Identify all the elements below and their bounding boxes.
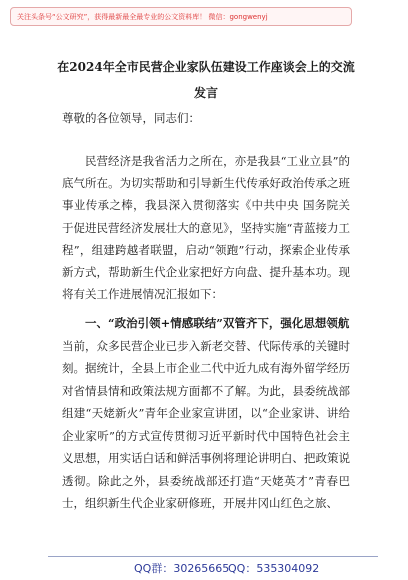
intro-paragraph: 民营经济是我省活力之所在，亦是我县“工业立县”的底气所在。为切实帮助和引导新生代传承好政治传承之班事业传承之棒，我县深入贯彻落实《中共中央 国务院关于促进民营经济发展壮大的意见》，坚持实施“青蓝接力工程”，组建跨越者联盟，启动“领跑”行动，探索企业传承新方式，帮助新生代企业家把好方向盘、提升基本功。现将有关工作进展情况汇报如下：	[62, 154, 350, 302]
footer	[48, 556, 378, 577]
promo-banner: 关注头条号“公文研究”，获得最新最全最专业的公文资料库！ 微信：gongwenyj	[10, 7, 352, 26]
qq-group-number: QQ群：30265665	[134, 562, 230, 575]
greeting: 尊敬的各位领导，同志们：	[62, 111, 200, 125]
section-1	[62, 312, 350, 515]
qq-number: QQ：535304092	[228, 562, 320, 575]
section-heading: 一、“政治引领+情感联结”双管齐下，强化思想领航	[85, 316, 350, 330]
section-body: 当前，众多民营企业已步入新老交替、代际传承的关键时刻。据统计，全县上市企业二代中近九成有海外留学经历对省情县情和政策法规方面都不了解。为此，县委统战部组建“天姥新火”青年企业家宣讲团，以“企业家讲、讲给企业家听”的方式宣传贯彻习近平新时代中国特色社会主义思想，用实话白话和鲜活事例将理论讲明白、把政策说透彻。除此之外，县委统战部还打造“天姥英才”青春巴士，组织新生代企业家研修班，开展井冈山红色之旅、	[62, 338, 350, 510]
document-title: 在2024年全市民营企业家队伍建设工作座谈会上的交流发言	[57, 60, 355, 100]
